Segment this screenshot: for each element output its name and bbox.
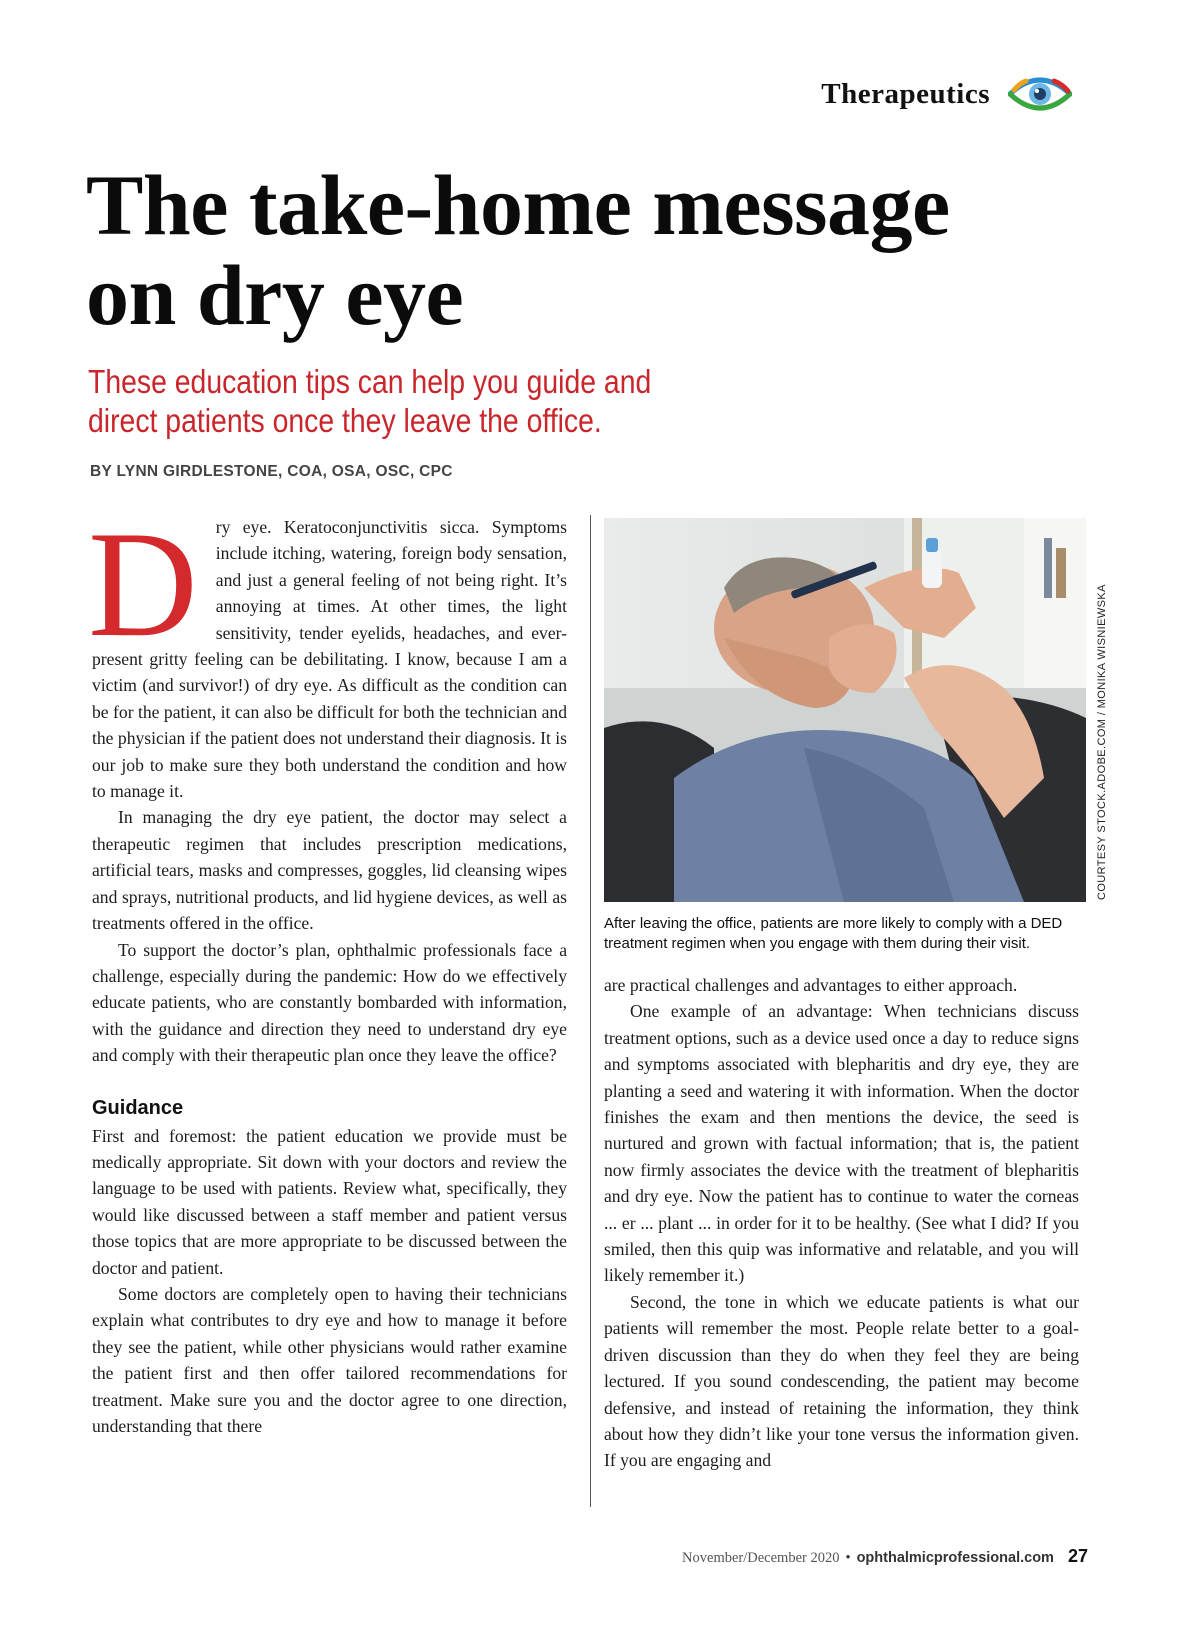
footer-separator: •: [845, 1550, 851, 1566]
paragraph: To support the doctor’s plan, ophthalmic professionals face a challenge, especially during the pandemic: How do we effectively educate patients, who are constantly bombarded with information, with the guidance and direction they need to understand dry eye and comply with their therapeutic plan once they leave the office?: [92, 939, 567, 1066]
right-column: [604, 972, 1079, 1474]
article-title: The take-home message on dry eye: [86, 157, 950, 343]
paragraph: [88, 500, 567, 804]
page-number: 27: [1067, 1546, 1088, 1566]
drop-cap: D: [88, 500, 198, 668]
column-divider: [590, 515, 591, 1507]
man-applying-eye-drops-image: [604, 518, 1086, 902]
paragraph: In managing the dry eye patient, the doctor may select a therapeutic regimen that includes prescription medications, artificial tears, masks and compresses, goggles, lid cleansing wipes and sprays, nutritional products, and lid hygiene devices, as well as treatments offered in the office.: [92, 807, 567, 934]
section-label: Therapeutics: [821, 77, 990, 110]
paragraph: Second, the tone in which we educate patients is what our patients will remember the most. People relate better to a goal-driven discussion than they do when they feel they are being lectured. If you sound condescending, the patient may become defensive, and instead of retaining the information, they think about how they didn’t like your tone versus the information given. If you are engaging and: [604, 1291, 1079, 1471]
page-footer: [682, 1546, 1088, 1567]
article-photo: [604, 518, 1086, 902]
section-subhead: Guidance: [92, 1096, 184, 1119]
eye-icon: [1008, 70, 1072, 118]
paragraph: are practical challenges and advantages to either approach.: [604, 975, 1018, 995]
article-subtitle: These education tips can help you guide and direct patients once they leave the office.: [88, 363, 652, 439]
paragraph-text: ry eye. Keratoconjunctivitis sicca. Symptoms include itching, watering, foreign body sensation, and just a general feeling of not being right. It’s annoying at times. At other times, the light sensitivity, tender eyelids, headaches, and ever-present gritty feeling can be debilitating. I know, because I am a victim (and survivor!) of dry eye. As difficult as the condition can be for the patient, it can also be difficult for both the technician and the physician if the patient does not understand their diagnosis. It is our job to make sure they both understand the condition and how to manage it.: [92, 517, 567, 802]
footer-site: ophthalmicprofessional.com: [856, 1550, 1054, 1566]
left-column: [88, 500, 567, 1439]
issue-date: November/December 2020: [682, 1550, 840, 1566]
section-header: [821, 70, 1072, 118]
paragraph: Some doctors are completely open to having their technicians explain what contributes to dry eye and how to manage it before they see the patient, while other physicians would rather examine the patient first and then offer tailored recommendations for treatment. Make sure you and the doctor agree to one direction, understanding that there: [92, 1283, 567, 1436]
paragraph: One example of an advantage: When technicians discuss treatment options, such as a device used once a day to reduce signs and symptoms associated with blepharitis and dry eye, they are planting a seed and watering it with information. When the doctor finishes the exam and then mentions the device, the seed is nurtured and grown with factual information; that is, the patient now firmly associates the device with the treatment of blepharitis and dry eye. Now the patient has to continue to water the corneas ... er ... plant ... in order for it to be healthy. (See what I did? If you smiled, then this quip was informative and relatable, and you will likely remember it.): [604, 1001, 1079, 1286]
byline: BY LYNN GIRDLESTONE, COA, OSA, OSC, CPC: [90, 463, 453, 480]
photo-caption: After leaving the office, patients are more likely to comply with a DED treatment regimen when you engage with them during their visit.: [604, 915, 1063, 952]
photo-credit: COURTESY STOCK.ADOBE.COM / MONIKA WISNIEWSKA: [1096, 584, 1108, 900]
paragraph: First and foremost: the patient education we provide must be medically appropriate. Sit down with your doctors and review the language to be used with patients. Review what, specifically, they would like discussed between a staff member and patient versus those topics that are more appropriate to be discussed between the doctor and patient.: [92, 1125, 567, 1278]
